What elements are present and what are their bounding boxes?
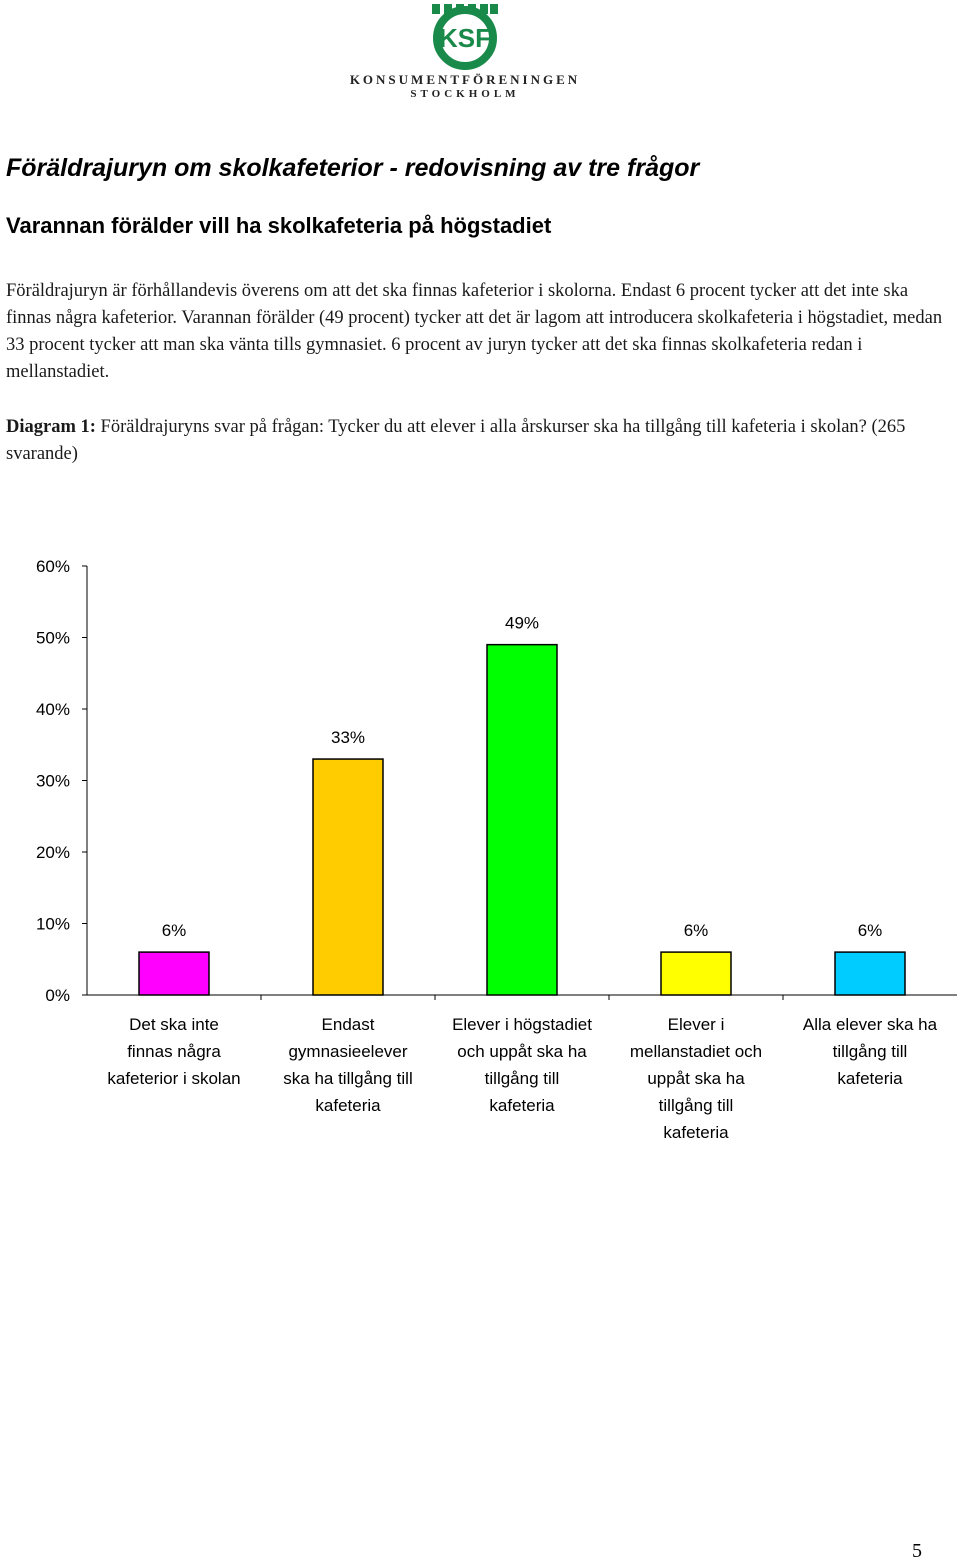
intro-paragraph: Föräldrajuryn är förhållandevis överens om att det ska finnas kafeterior i skolorna. Endast 6 procent tycker att det inte ska finnas några kafeterior. Varannan förälder (49 procent) tycker att det är lagom att introducera skolkafeteria i högstadiet, medan 33 procent tycker att man ska vänta tills gymnasiet. 6 procent av juryn tycker att det ska finnas skolkafeteria redan i mellanstadiet. — [6, 281, 943, 382]
category-label: mellanstadiet och — [629, 1042, 763, 1061]
document-title: Föräldrajuryn om skolkafeterior - redovisning av tre frågor — [6, 154, 700, 182]
bar-chart — [0, 540, 960, 1160]
logo-text-line1: KONSUMENTFÖRENINGEN — [349, 72, 581, 87]
data-label: 6% — [857, 921, 883, 941]
category-label: tillgång till — [658, 1096, 734, 1115]
svg-text:KSF: KSF — [439, 23, 491, 53]
bar — [487, 645, 557, 995]
page-number: 5 — [912, 1540, 922, 1562]
category-label: ska ha tillgång till — [283, 1069, 413, 1088]
data-label: 33% — [330, 728, 366, 748]
data-label: 6% — [683, 921, 709, 941]
bar — [835, 952, 905, 995]
category-label: tillgång till — [484, 1069, 560, 1088]
y-tick-label: 60% — [35, 557, 70, 576]
bar — [139, 952, 209, 995]
diagram-caption-text: Föräldrajuryns svar på frågan: Tycker du att elever i alla årskurser ska ha tillgång till kafeteria i skolan? (265 svarande) — [6, 417, 906, 464]
section-subtitle: Varannan förälder vill ha skolkafeteria på högstadiet — [6, 213, 552, 238]
category-label: finnas några — [127, 1042, 221, 1061]
category-label: gymnasieelever — [288, 1042, 408, 1061]
category-label: kafeteria — [837, 1069, 903, 1088]
y-tick-label: 30% — [35, 771, 70, 791]
category-label: Det ska inte — [129, 1015, 219, 1034]
category-label: kafeterior i skolan — [107, 1069, 241, 1088]
category-label: Alla elever ska ha — [802, 1015, 938, 1034]
logo-text-line2: STOCKHOLM — [410, 88, 520, 100]
ksf-emblem-icon — [340, 0, 590, 72]
y-tick-label: 50% — [35, 628, 70, 648]
data-label: 6% — [161, 921, 187, 941]
category-label: kafeteria — [663, 1123, 729, 1142]
bar — [313, 759, 383, 995]
bar — [661, 952, 731, 995]
category-label: Elever i — [667, 1015, 725, 1034]
category-label: kafeteria — [489, 1096, 555, 1115]
category-label: tillgång till — [832, 1042, 908, 1061]
category-label: kafeteria — [315, 1096, 381, 1115]
diagram-caption — [6, 414, 946, 468]
ksf-logo — [340, 0, 590, 105]
category-label: uppåt ska ha — [647, 1069, 745, 1088]
category-label: Elever i högstadiet — [452, 1015, 592, 1034]
data-label: 49% — [504, 613, 540, 633]
y-tick-label: 20% — [35, 843, 70, 862]
y-tick-label: 10% — [35, 914, 70, 934]
category-label: och uppåt ska ha — [457, 1042, 587, 1061]
diagram-label: Diagram 1: — [6, 417, 96, 437]
category-label: Endast — [321, 1015, 375, 1034]
y-tick-label: 0% — [45, 986, 70, 1005]
y-tick-label: 40% — [35, 700, 70, 719]
